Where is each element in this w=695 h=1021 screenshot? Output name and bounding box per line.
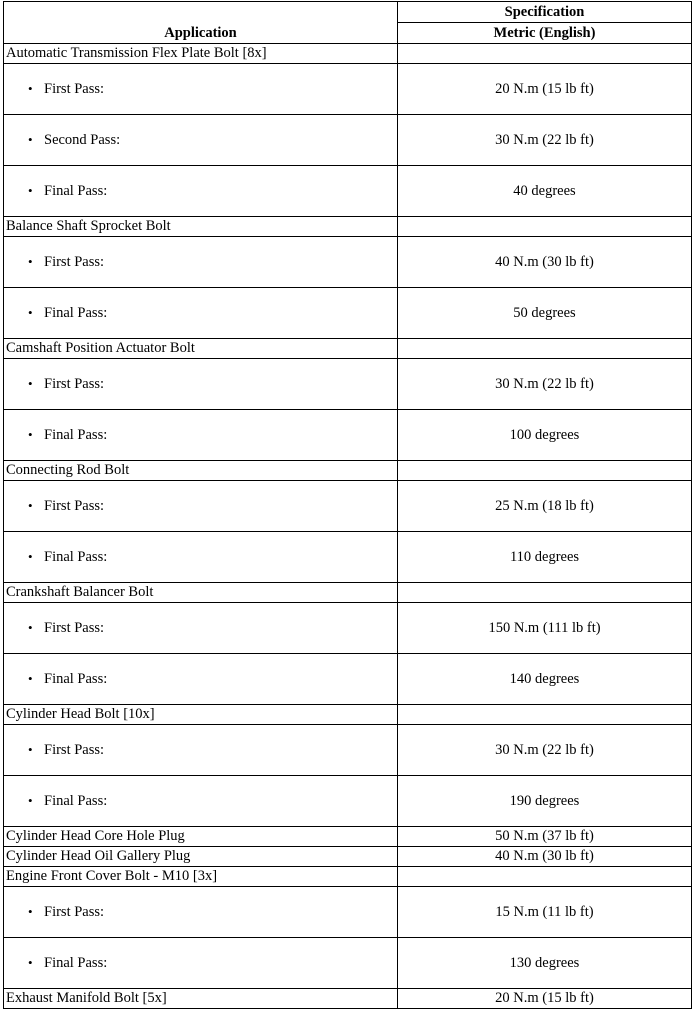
component-row bbox=[4, 847, 692, 867]
pass-label: Final Pass: bbox=[44, 182, 108, 199]
pass-label-cell bbox=[4, 603, 398, 654]
spec-value: 15 N.m (11 lb ft) bbox=[398, 887, 692, 938]
spec-value: 140 degrees bbox=[398, 654, 692, 705]
component-label: Cylinder Head Oil Gallery Plug bbox=[4, 847, 398, 867]
component-label: Engine Front Cover Bolt - M10 [3x] bbox=[4, 867, 398, 887]
spec-value: 50 N.m (37 lb ft) bbox=[398, 827, 692, 847]
component-row bbox=[4, 339, 692, 359]
spec-value: 40 N.m (30 lb ft) bbox=[398, 847, 692, 867]
bullet-icon: • bbox=[28, 741, 33, 757]
component-row bbox=[4, 461, 692, 481]
spec-value bbox=[398, 461, 692, 481]
pass-label-cell bbox=[4, 725, 398, 776]
pass-label: Final Pass: bbox=[44, 670, 108, 687]
bullet-icon: • bbox=[28, 670, 33, 686]
spec-value: 50 degrees bbox=[398, 288, 692, 339]
component-row bbox=[4, 705, 692, 725]
pass-label-cell bbox=[4, 115, 398, 166]
pass-row bbox=[4, 166, 692, 217]
spec-value: 110 degrees bbox=[398, 532, 692, 583]
bullet-icon: • bbox=[28, 619, 33, 635]
spec-value: 190 degrees bbox=[398, 776, 692, 827]
pass-row bbox=[4, 938, 692, 989]
pass-label: First Pass: bbox=[44, 253, 105, 270]
column-header-specification: Specification bbox=[398, 2, 692, 23]
pass-label-cell bbox=[4, 410, 398, 461]
pass-row bbox=[4, 64, 692, 115]
spec-value bbox=[398, 867, 692, 887]
spec-value bbox=[398, 583, 692, 603]
column-header-metric: Metric (English) bbox=[398, 23, 692, 44]
spec-value bbox=[398, 705, 692, 725]
spec-value: 25 N.m (18 lb ft) bbox=[398, 481, 692, 532]
component-label: Balance Shaft Sprocket Bolt bbox=[4, 217, 398, 237]
pass-row bbox=[4, 481, 692, 532]
pass-label-cell bbox=[4, 359, 398, 410]
component-row bbox=[4, 867, 692, 887]
spec-value: 20 N.m (15 lb ft) bbox=[398, 989, 692, 1009]
pass-label: First Pass: bbox=[44, 497, 105, 514]
pass-row bbox=[4, 237, 692, 288]
bullet-icon: • bbox=[28, 954, 33, 970]
pass-label-cell bbox=[4, 532, 398, 583]
pass-label-cell bbox=[4, 776, 398, 827]
bullet-icon: • bbox=[28, 253, 33, 269]
component-label: Crankshaft Balancer Bolt bbox=[4, 583, 398, 603]
pass-label-cell bbox=[4, 64, 398, 115]
component-row bbox=[4, 583, 692, 603]
bullet-icon: • bbox=[28, 182, 33, 198]
spec-value: 30 N.m (22 lb ft) bbox=[398, 359, 692, 410]
component-row bbox=[4, 217, 692, 237]
spec-value bbox=[398, 44, 692, 64]
column-header-application: Application bbox=[4, 2, 398, 44]
pass-row bbox=[4, 359, 692, 410]
pass-row bbox=[4, 410, 692, 461]
bullet-icon: • bbox=[28, 497, 33, 513]
component-label: Cylinder Head Core Hole Plug bbox=[4, 827, 398, 847]
component-label: Connecting Rod Bolt bbox=[4, 461, 398, 481]
component-label: Camshaft Position Actuator Bolt bbox=[4, 339, 398, 359]
pass-label: First Pass: bbox=[44, 741, 105, 758]
pass-label-cell bbox=[4, 481, 398, 532]
spec-value: 40 N.m (30 lb ft) bbox=[398, 237, 692, 288]
pass-row bbox=[4, 776, 692, 827]
pass-label: Second Pass: bbox=[44, 131, 121, 148]
spec-value: 150 N.m (111 lb ft) bbox=[398, 603, 692, 654]
component-label: Cylinder Head Bolt [10x] bbox=[4, 705, 398, 725]
pass-label: First Pass: bbox=[44, 903, 105, 920]
pass-label-cell bbox=[4, 887, 398, 938]
component-label: Exhaust Manifold Bolt [5x] bbox=[4, 989, 398, 1009]
component-row bbox=[4, 44, 692, 64]
table-body bbox=[4, 44, 692, 1009]
pass-label: First Pass: bbox=[44, 375, 105, 392]
bullet-icon: • bbox=[28, 304, 33, 320]
pass-row bbox=[4, 654, 692, 705]
bullet-icon: • bbox=[28, 131, 33, 147]
pass-label-cell bbox=[4, 237, 398, 288]
component-label: Automatic Transmission Flex Plate Bolt [8x] bbox=[4, 44, 398, 64]
component-row bbox=[4, 827, 692, 847]
pass-label: Final Pass: bbox=[44, 548, 108, 565]
pass-row bbox=[4, 603, 692, 654]
torque-spec-table bbox=[3, 1, 692, 1009]
pass-row bbox=[4, 115, 692, 166]
spec-value: 40 degrees bbox=[398, 166, 692, 217]
pass-label: Final Pass: bbox=[44, 426, 108, 443]
spec-value: 100 degrees bbox=[398, 410, 692, 461]
spec-value: 30 N.m (22 lb ft) bbox=[398, 725, 692, 776]
spec-value bbox=[398, 217, 692, 237]
pass-label-cell bbox=[4, 654, 398, 705]
bullet-icon: • bbox=[28, 375, 33, 391]
pass-label: Final Pass: bbox=[44, 792, 108, 809]
pass-label: Final Pass: bbox=[44, 304, 108, 321]
pass-label: First Pass: bbox=[44, 619, 105, 636]
bullet-icon: • bbox=[28, 80, 33, 96]
spec-value: 130 degrees bbox=[398, 938, 692, 989]
bullet-icon: • bbox=[28, 548, 33, 564]
pass-label-cell bbox=[4, 938, 398, 989]
component-row bbox=[4, 989, 692, 1009]
pass-label-cell bbox=[4, 288, 398, 339]
pass-row bbox=[4, 725, 692, 776]
spec-value: 20 N.m (15 lb ft) bbox=[398, 64, 692, 115]
bullet-icon: • bbox=[28, 903, 33, 919]
pass-row bbox=[4, 288, 692, 339]
pass-row bbox=[4, 532, 692, 583]
pass-label-cell bbox=[4, 166, 398, 217]
pass-label: First Pass: bbox=[44, 80, 105, 97]
spec-value bbox=[398, 339, 692, 359]
bullet-icon: • bbox=[28, 426, 33, 442]
pass-row bbox=[4, 887, 692, 938]
bullet-icon: • bbox=[28, 792, 33, 808]
pass-label: Final Pass: bbox=[44, 954, 108, 971]
spec-value: 30 N.m (22 lb ft) bbox=[398, 115, 692, 166]
